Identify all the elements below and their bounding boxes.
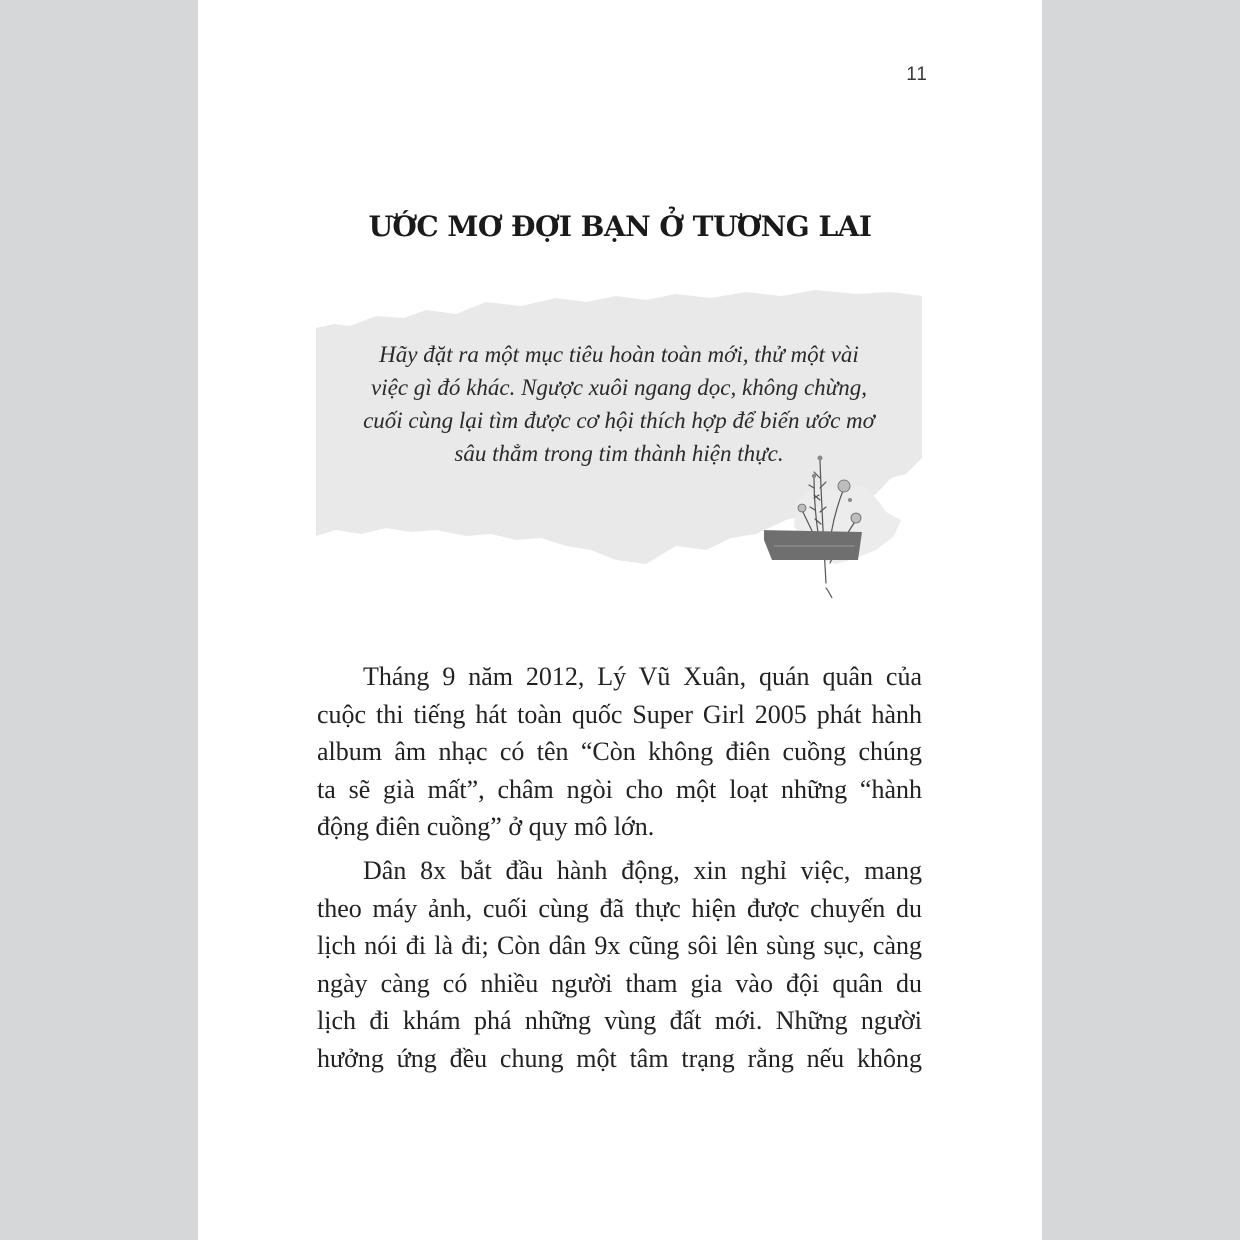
epigraph-line: Hãy đặt ra một mục tiêu hoàn toàn mới, thử một vài	[379, 342, 859, 367]
book-page	[198, 0, 1042, 1240]
text-line: lịch nói đi là đi; Còn dân 9x cũng sôi lên sùng sục, càng	[317, 931, 922, 961]
epigraph-line: cuối cùng lại tìm được cơ hội thích hợp để biến ước mơ	[363, 408, 875, 433]
text-line: theo máy ảnh, cuối cùng đã thực hiện được chuyến du	[317, 893, 922, 923]
paragraph	[317, 658, 922, 846]
text-line: album âm nhạc có tên “Còn không điên cuồng chúng	[317, 737, 922, 767]
epigraph-line: việc gì đó khác. Ngược xuôi ngang dọc, không chừng,	[371, 375, 867, 400]
text-line: lịch đi khám phá những vùng đất mới. Những người	[317, 1006, 922, 1036]
text-line: Tháng 9 năm 2012, Lý Vũ Xuân, quán quân của	[363, 662, 922, 691]
text-line: ta sẽ già mất”, châm ngòi cho một loạt những “hành	[317, 774, 922, 804]
text-line: Dân 8x bắt đầu hành động, xin nghỉ việc, mang	[363, 855, 922, 885]
body-text	[317, 658, 922, 1084]
pressed-flower-taped-icon	[764, 438, 914, 598]
epigraph-quote-box	[316, 288, 922, 598]
text-line: hưởng ứng đều chung một tâm trạng rằng nếu không	[317, 1043, 922, 1073]
epigraph-line: sâu thẳm trong tim thành hiện thực.	[454, 441, 784, 466]
text-line: ngày càng có nhiều người tham gia vào đội quân du	[317, 968, 922, 998]
page-number: 11	[906, 64, 928, 85]
text-line: động điên cuồng” ở quy mô lớn.	[317, 812, 655, 842]
text-line: cuộc thi tiếng hát toàn quốc Super Girl 2005 phát hành	[317, 699, 922, 729]
chapter-title: ƯỚC MƠ ĐỢI BẠN Ở TƯƠNG LAI	[368, 210, 872, 243]
paragraph	[317, 852, 922, 1078]
